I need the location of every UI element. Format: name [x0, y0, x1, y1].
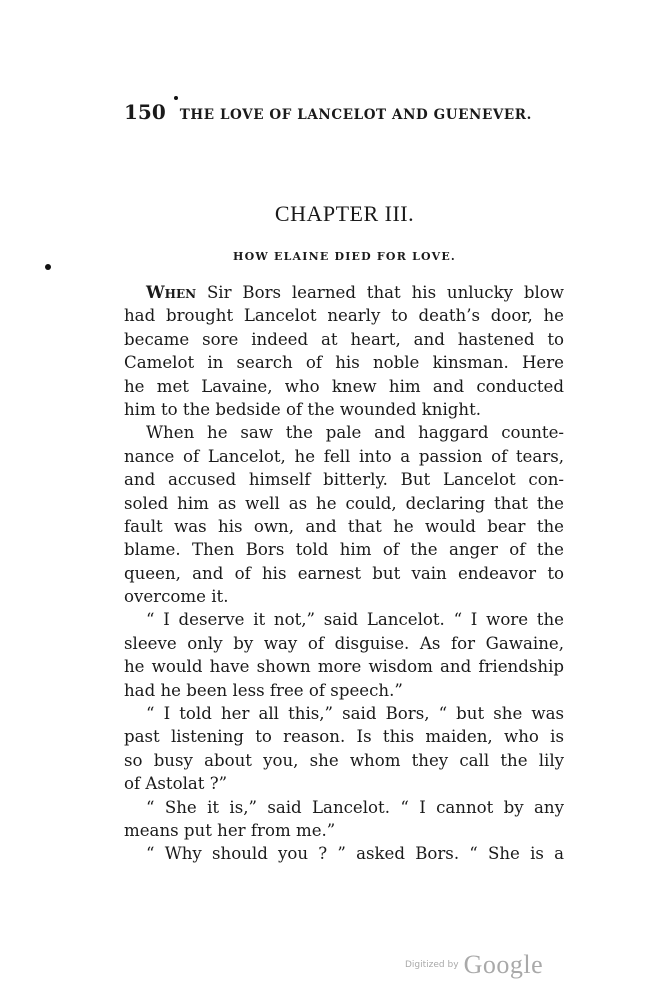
ink-speck [45, 264, 51, 270]
text-line [124, 445, 564, 468]
text-line [124, 725, 564, 748]
line-text: of Astolat ?” [124, 774, 228, 794]
line-text: nance of Lancelot, he fell into a passion of tears, [124, 446, 564, 466]
text-line [124, 328, 564, 351]
text-line [124, 562, 564, 585]
text-line [124, 655, 564, 678]
body-text [124, 281, 564, 866]
text-line [124, 632, 564, 655]
ink-speck [174, 96, 178, 100]
line-text: queen, and of his earnest but vain endeavor to [124, 563, 564, 583]
line-text: became sore indeed at heart, and hastened to [124, 329, 564, 349]
drop-word: When [146, 282, 197, 302]
line-text: “ Why should you ? ” asked Bors. “ She is a [146, 844, 564, 864]
line-text: soled him as well as he could, declaring that the [124, 493, 564, 513]
line-text: so busy about you, she whom they call the lily [124, 750, 564, 770]
page-number: 150 [124, 100, 166, 124]
digitized-watermark [405, 950, 543, 980]
line-text: “ I deserve it not,” said Lancelot. “ I wore the [146, 610, 564, 630]
line-text: sleeve only by way of disguise. As for Gawaine, [124, 633, 564, 653]
line-text: Camelot in search of his noble kinsman. Here [124, 353, 564, 373]
line-text: he met Lavaine, who knew him and conducted [124, 376, 564, 396]
text-line [124, 398, 564, 421]
text-line [124, 515, 564, 538]
line-text: had he been less free of speech.” [124, 680, 403, 700]
text-line [124, 819, 564, 842]
text-line [124, 796, 564, 819]
text-line [124, 608, 564, 631]
line-text: means put her from me.” [124, 820, 336, 840]
line-text: “ I told her all this,” said Bors, “ but she was [146, 704, 564, 724]
text-line [124, 702, 564, 725]
text-line [124, 772, 564, 795]
google-logo: Google [463, 950, 544, 979]
text-line [124, 351, 564, 374]
line-text: blame. Then Bors told him of the anger of the [124, 540, 564, 560]
text-line [124, 749, 564, 772]
running-title: THE LOVE OF LANCELOT AND GUENEVER. [179, 107, 532, 123]
watermark-prefix: Digitized by [405, 960, 459, 970]
line-text: he would have shown more wisdom and friendship [124, 657, 564, 677]
text-line [124, 492, 564, 515]
text-line [124, 304, 564, 327]
text-line [124, 538, 564, 561]
text-line [124, 679, 564, 702]
chapter-title: CHAPTER III. [274, 201, 415, 226]
line-text: When he saw the pale and haggard counte- [146, 423, 564, 443]
text-line [124, 375, 564, 398]
text-line [124, 421, 564, 444]
line-text: and accused himself bitterly. But Lancelot con- [124, 470, 564, 490]
line-text: had brought Lancelot nearly to death’s door, he [124, 306, 564, 326]
line-text: past listening to reason. Is this maiden, who is [124, 727, 564, 747]
text-line [124, 842, 564, 865]
line-text: “ She it is,” said Lancelot. “ I cannot by any [146, 797, 564, 817]
running-head [124, 100, 534, 124]
text-line [124, 468, 564, 491]
line-text: Sir Bors learned that his unlucky blow [196, 283, 564, 302]
text-line [124, 585, 564, 608]
line-text: overcome it. [124, 587, 229, 607]
line-text: fault was his own, and that he would bear the [124, 516, 564, 536]
text-line [124, 281, 564, 304]
line-text: him to the bedside of the wounded knight. [124, 399, 482, 419]
chapter-subtitle: HOW ELAINE DIED FOR LOVE. [233, 250, 456, 263]
